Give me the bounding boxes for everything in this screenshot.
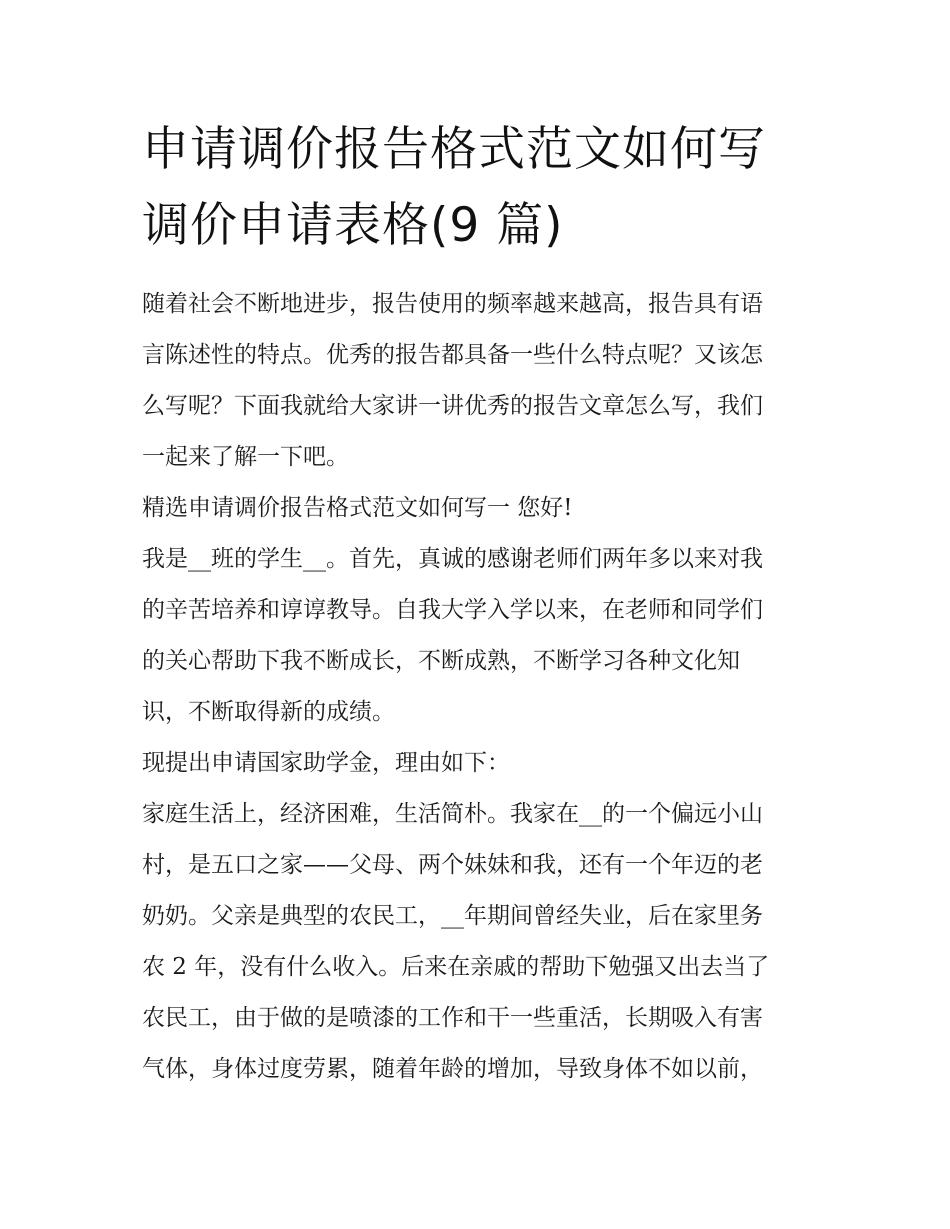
body-line: 识，不断取得新的成绩。 [142,699,395,725]
body-line: 家庭生活上，经济困难，生活简朴。我家在__的一个偏远小山 [142,801,763,827]
body-line: 随着社会不断地进步，报告使用的频率越来越高，报告具有语 [142,291,763,317]
body-line: 现提出申请国家助学金，理由如下： [142,750,510,776]
section-heading: 精选申请调价报告格式范文如何写一 您好! [142,495,573,521]
body-line: 言陈述性的特点。优秀的报告都具备一些什么特点呢？又该怎 [142,342,763,368]
body-line: 的辛苦培养和谆谆教导。自我大学入学以来，在老师和同学们 [142,597,763,623]
document-title [142,112,822,264]
title-line-1: 申请调价报告格式范文如何写 [142,122,766,177]
body-line: 的关心帮助下我不断成长，不断成熟，不断学习各种文化知 [142,648,740,674]
body-line: 么写呢？下面我就给大家讲一讲优秀的报告文章怎么写，我们 [142,393,763,419]
body-line: 农民工，由于做的是喷漆的工作和干一些重活，长期吸入有害 [142,1005,763,1031]
body-line: 我是__班的学生__。首先，真诚的感谢老师们两年多以来对我 [142,546,763,572]
body-line: 气体，身体过度劳累，随着年龄的增加，导致身体不如以前， [142,1056,763,1082]
body-line: 奶奶。父亲是典型的农民工，__年期间曾经失业，后在家里务 [142,903,763,929]
body-line: 村，是五口之家——父母、两个妹妹和我，还有一个年迈的老 [142,852,763,878]
title-line-2: 调价申请表格(9 篇) [142,198,564,253]
body-line: 一起来了解一下吧。 [142,444,349,470]
body-line: 农 2 年，没有什么收入。后来在亲戚的帮助下勉强又出去当了 [142,954,770,980]
document-body [142,279,822,1095]
